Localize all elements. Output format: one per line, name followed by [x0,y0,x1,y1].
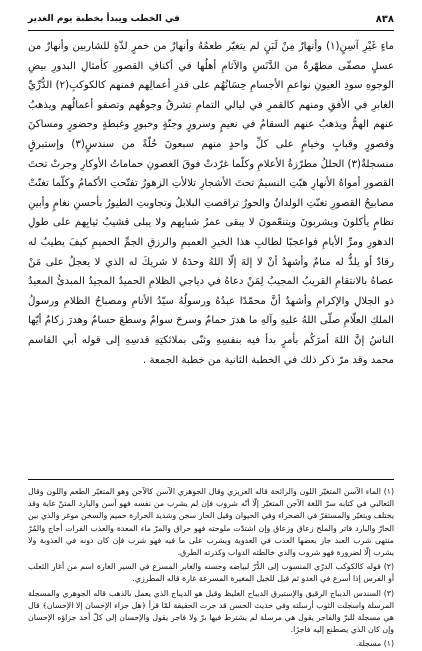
page-number: ٨٣٨ [375,13,394,25]
body-text: ماءٍ غَيْرِ آسِنٍ(١) وأنهارٌ مِنْ لَبَنٍ لم يتغيّر طعمُهُ وأنهارٌ من خمرٍ لذّةٍ للشاربين وأنهارٌ من عسلٍ مصفّى مطهّرةٌ من الدَّنَسِ والآثامِ أهلُها في أكنافِ القصورِ كأمثالِ البدورِ بيضِ الوجوهِ سودِ العيونِ نواعمِ الأجسامِ حِسَانُهُم على قدرِ أعمالِهم فمنهم كالكوكبِ(٢) الدُّرِّيِّ الغابرِ في الأفقِ ومنهم كالقمرِ في ليالي التمامِ تشرقُ وجوهُهم وتصفو أعمالُهم ويذهبُ عنهم الهمُّ ويذهبُ عنهم السقامُ في نعيمٍ وسرورٍ وجنّةٍ وحبورٍ وغبطةٍ وحضورٍ ومساكنَ وقصورٍ وقبابٍ وخيامٍ على كلِّ واحدٍ منهم سبعونَ حُلّةً من سندسٍ(٣) وإستبرقٍ منسجلةٌ(٣) الحللُ مطرّزةُ الأعلامِ وكلّما غرّدتْ فوقَ الغصونِ حماماتُ الأوكارِ وجرتْ تحتَ القصورِ أمواهُ الأنهارِ هبّتِ النسيمُ تحتَ الأشجارِ تلالأتِ الزهورُ تفتّحتِ الأكمامُ وكلّما تغنّتْ مصابيحُ القصورِ تغنّتِ الولدانُ والحورُ تراقصتِ البلابلُ وتجاوبتِ الطيورُ بأحسنِ نغامٍ وأبينِ نظامٍ يأكلونَ ويشربونَ ويتنعّمونَ لا يبقى عمرُ شبابِهم ولا يبلى قشيبُ ثيابِهم على طولِ الدهورِ ومرِّ الأيامِ فواعجبًا لطالبِ هذا الخيرِ العميمِ والرزقِ الجمِّ الحميمِ كيفَ يطيبُ له رقادٌ أو يلذُّ له منامٌ وأشهدُ أنْ لا إلهَ إلّا اللهُ وحدَهُ لا شريكَ له الذي لا يعجلُ على مَنْ عصاهُ بالانتقامِ القريبُ المجيبُ لِمَنْ دعاهُ في دياجي الظلامِ الحميدُ المجيدُ المبدئُ المعيدُ ذو الجلالِ والإكرامِ وأشهدُ أنَّ محمّدًا عبدُهُ ورسولُهُ سيّدُ الأنامِ ومصباحُ الظلامِ ورسولُ الملكِ العلّامِ صلّى اللهُ عليهِ وآلهِ ما هدرَ حمامٌ وسرحَ سوامٌ وسطعَ حسامٌ وهدرَ زكامٌ أيّها الناسُ إنَّ اللهَ أمرَكُم بأمرٍ بدأ فيه بنفسِهِ وثنّى بملائكتِهِ قدسِهِ إلى قوله أبي القاسم محمد وقد مرّ ذكر ذلك في الخطبة الثانية من خطبة الجمعة . [28,41,394,366]
footnote-4: (١) مسجلة. [355,639,394,649]
footnote-3: (٣) السندس الديباج الرقيق والإستبرق الديباج الغليظ وقيل هو الديباج الذي يعمل بالذهب قاله الجوهري والمسجلة المرسلة واسجلت الثوب أرسلته وفي حديث الحسن قد جرت الحقيقة لمّا قرأ ﴿هل جزاء الإحسان إلا الإحسان﴾ قال هي مسجلة للبرّ والفاجر يقول هي مرسلة لم يشترط فيها برّ ولا فاجر يقول والإحسان إلى كلّ أحد جزاؤه الإحسان وإن كان الذي يصطنع إليه فاجرًا. [28,588,394,635]
footnotes [28,486,394,651]
running-title: في الخطب ويبدأ بخطبة يوم الغدير [28,14,180,24]
footnote-1: (١) الماء الآسن المتغيّر اللون والرائحة قاله العزيزي وقال الجوهري الآسن كالآجن وهو المتغيّر الطعم واللون وقال الثعالبي في كتابه سرّ اللغة الآجن المتغيّر إلّا أنّه شروب فإن لم يشرب من نفسه فهو آسن والبارد المتنّ غاية وقد يختلف ويتغيّر والمستقرّ في الصحراء وفي الحيوان وقيل الحار سخن وشديد الحرارة حميم والسخن موغر والذي بين الحارّ والبارد فاتر والملح زعاق وزعاق وإن اشتدّت ملوحته فهو حراق والمرّ ماء المعدة والعذب الفرات أجاج والمُرّ منتهى شرب العبد جاز بعضها العذب في العدوية ويشرب على ما فيه فهو شرب فإن كان دونه في العذوبة ولا يشرب إلّا لضرورة فهو شروب والذي خالطته الدواب وكدرته الطرق. [28,487,394,558]
footnote-2: (٢) قوله كالكوكب الدرّي المنسوب إلى الدُّرّ لبياضه وحسنه والغابر المسرع في السير الغارة اسم من أغار الثعلب أو الفرس إذا أسرع في العدو ثم قيل للخيل المغيرة المسرعة غارة قاله المطرزي. [28,562,394,584]
running-header [28,10,394,28]
header-rule [28,30,394,31]
footnote-separator [28,479,394,480]
